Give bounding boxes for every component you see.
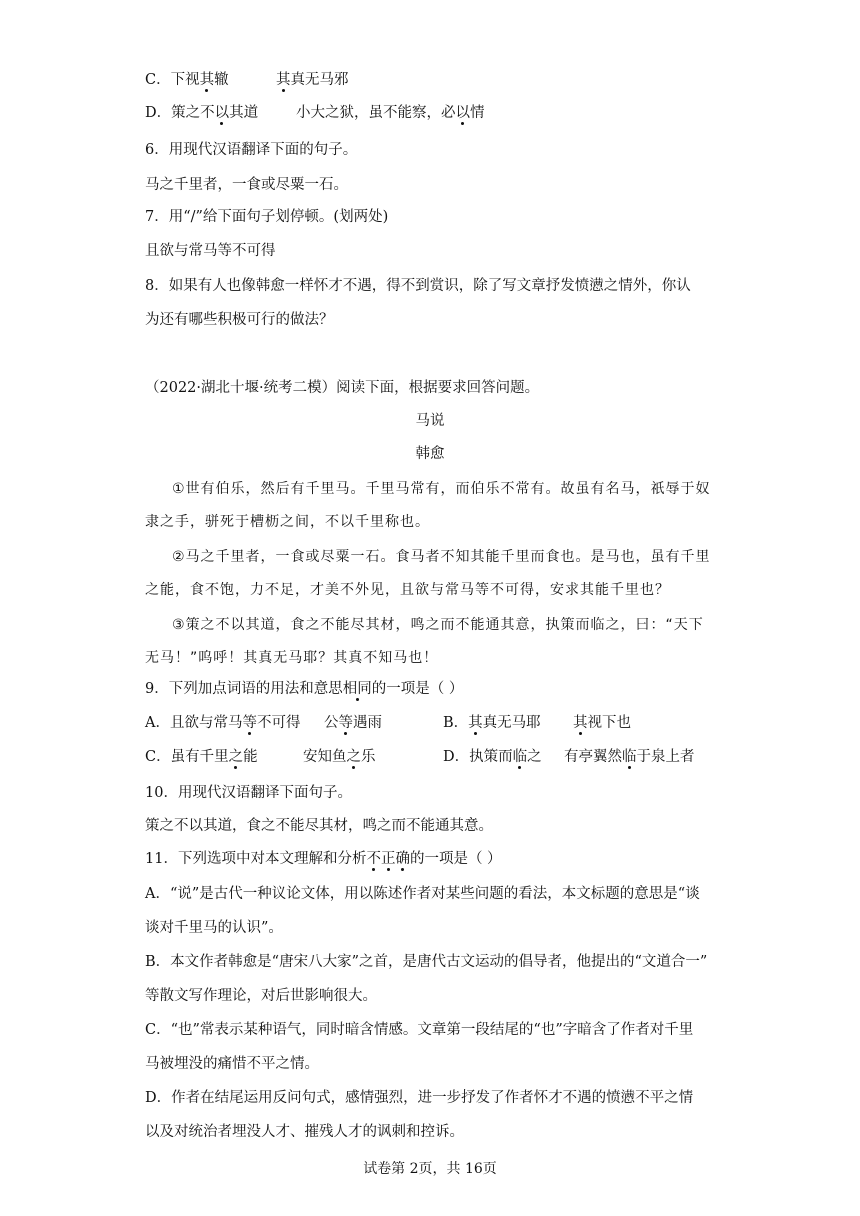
dotted-char: 以 (455, 105, 470, 121)
text: 之 (527, 749, 542, 765)
dotted-char: 临 (512, 749, 528, 765)
q8-line1: 8．如果有人也像韩愈一样怀才不遇，得不到赏识，除了写文章抒发愤懑之情外，你认 (145, 278, 691, 294)
dotted-char: 等 (242, 715, 257, 731)
dotted-char: 其 (276, 72, 291, 88)
q9-option-d-second (564, 747, 695, 767)
text: D．策之不 (145, 105, 215, 121)
text: 公 (324, 715, 339, 731)
passage-title: 马说 (415, 413, 445, 429)
text: C．虽有千里 (145, 749, 229, 765)
dotted-char: 临 (622, 749, 637, 765)
text: D．执策而 (443, 749, 513, 765)
text: 视下也 (587, 715, 631, 731)
q11-prompt (145, 849, 502, 869)
text: B． (443, 715, 469, 731)
q11-option-a-line1: A．“说”是古代一种议论文体，用以陈述作者对某些问题的看法，本文标题的意思是“谈 (145, 886, 700, 902)
q5-option-d-second (296, 103, 485, 123)
q7-prompt: 7．用“/”给下面句子划停顿。(划两处) (145, 209, 389, 225)
dotted-char: 以 (214, 105, 230, 121)
q11-option-c-line1: C．“也”常表示某种语气，同时暗含情感。文章第一段结尾的“也”字暗含了作者对千里 (145, 1022, 694, 1038)
q5-option-c (145, 70, 349, 90)
text: 的一项是（ ） (371, 681, 464, 697)
dotted-char: 正 (380, 851, 396, 867)
dotted-char: 确 (395, 851, 410, 867)
q10-prompt: 10．用现代汉语翻译下面句子。 (145, 785, 352, 801)
text: 11．下列选项中对本文理解和分析 (145, 851, 367, 867)
q11-option-b-line1: B．本文作者韩愈是“唐宋八大家”之首，是唐代古文运动的倡导者，他提出的“文道合一” (145, 954, 708, 970)
text: 下视 (170, 72, 200, 88)
text: 安知鱼 (303, 749, 347, 765)
text: A．且欲与常马 (145, 715, 243, 731)
q11-option-a-line2: 谈对千里马的认识”。 (145, 920, 283, 936)
passage-p1-line1: ①世有伯乐，然后有千里马。千里马常有，而伯乐不常有。故虽有名马，祇辱于奴 (172, 481, 711, 497)
text: 情 (470, 105, 485, 121)
dotted-char: 之 (346, 749, 361, 765)
text: 能 (243, 749, 258, 765)
q9-prompt (145, 679, 463, 699)
q9-option-c-second (303, 747, 376, 767)
passage-p2-line2: 之能，食不饱，力不足，才美不外见，且欲与常马等不可得，安求其能千里也？ (145, 582, 670, 598)
text: 真无马邪 (290, 72, 349, 88)
q9-option-d (443, 747, 695, 767)
q7-sentence: 且欲与常马等不可得 (145, 243, 276, 259)
q6-sentence: 马之千里者，一食或尽粟一石。 (145, 177, 348, 193)
passage-p3-line1: ③策之不以其道，食之不能尽其材，鸣之而不能通其意，执策而临之，曰：“天下 (172, 617, 704, 633)
dotted-char: 之 (228, 749, 244, 765)
q11-option-d-line1: D．作者在结尾运用反问句式，感情强烈，进一步抒发了作者怀才不遇的愤懑不平之情 (145, 1090, 694, 1106)
text: 9．下列加点词语的用法和意思 (145, 681, 343, 697)
q5-option-c-second (276, 70, 349, 90)
text: 小大之狱，虽不能察，必 (296, 105, 456, 121)
dotted-char: 其 (199, 72, 215, 88)
text: 有亭翼然 (564, 749, 622, 765)
option-label: C． (145, 72, 171, 88)
text: 不可得 (256, 715, 301, 731)
q11-option-d-line2: 以及对统治者埋没人才、摧残人才的讽刺和控诉。 (145, 1124, 464, 1140)
text: 于泉上者 (636, 749, 695, 765)
passage-author: 韩愈 (415, 446, 445, 462)
q5-option-d (145, 103, 485, 123)
passage-p3-line2: 无马！”呜呼！其真无马耶？其真不知马也！ (145, 650, 439, 666)
text: 其道 (229, 105, 259, 121)
q9-option-c (145, 747, 376, 767)
dotted-char: 不 (366, 851, 381, 867)
q11-option-b-line2: 等散文写作理论，对后世影响很大。 (145, 988, 377, 1004)
q8-line2: 为还有哪些积极可行的做法？ (145, 312, 334, 328)
page-footer: 试卷第 2页，共 16页 (363, 1161, 497, 1177)
text: 乐 (361, 749, 376, 765)
text: 真无马耶 (482, 715, 541, 731)
text: 的一项是（ ） (409, 851, 502, 867)
passage-source: （2022·湖北十堰·统考二模）阅读下面，根据要求回答问题。 (145, 380, 540, 396)
passage-p2-line1: ②马之千里者，一食或尽粟一石。食马者不知其能千里而食也。是马也，虽有千里 (172, 549, 711, 565)
q6-prompt: 6．用现代汉语翻译下面的句子。 (145, 142, 358, 158)
q9-option-a (145, 713, 382, 733)
q9-option-a-second (324, 713, 382, 733)
text: 辙 (214, 72, 229, 88)
q9-option-b-second (573, 713, 631, 733)
dotted-char: 其 (468, 715, 483, 731)
text: 遇雨 (353, 715, 382, 731)
q11-option-c-line2: 马被埋没的痛惜不平之情。 (145, 1056, 319, 1072)
q10-sentence: 策之不以其道，食之不能尽其材，鸣之而不能通其意。 (145, 818, 493, 834)
passage-p1-line2: 隶之手，骈死于槽枥之间，不以千里称也。 (145, 514, 430, 530)
q9-option-b (443, 713, 631, 733)
dotted-text: 相同 (342, 681, 372, 697)
dotted-char: 等 (338, 715, 353, 731)
dotted-char: 其 (573, 715, 588, 731)
